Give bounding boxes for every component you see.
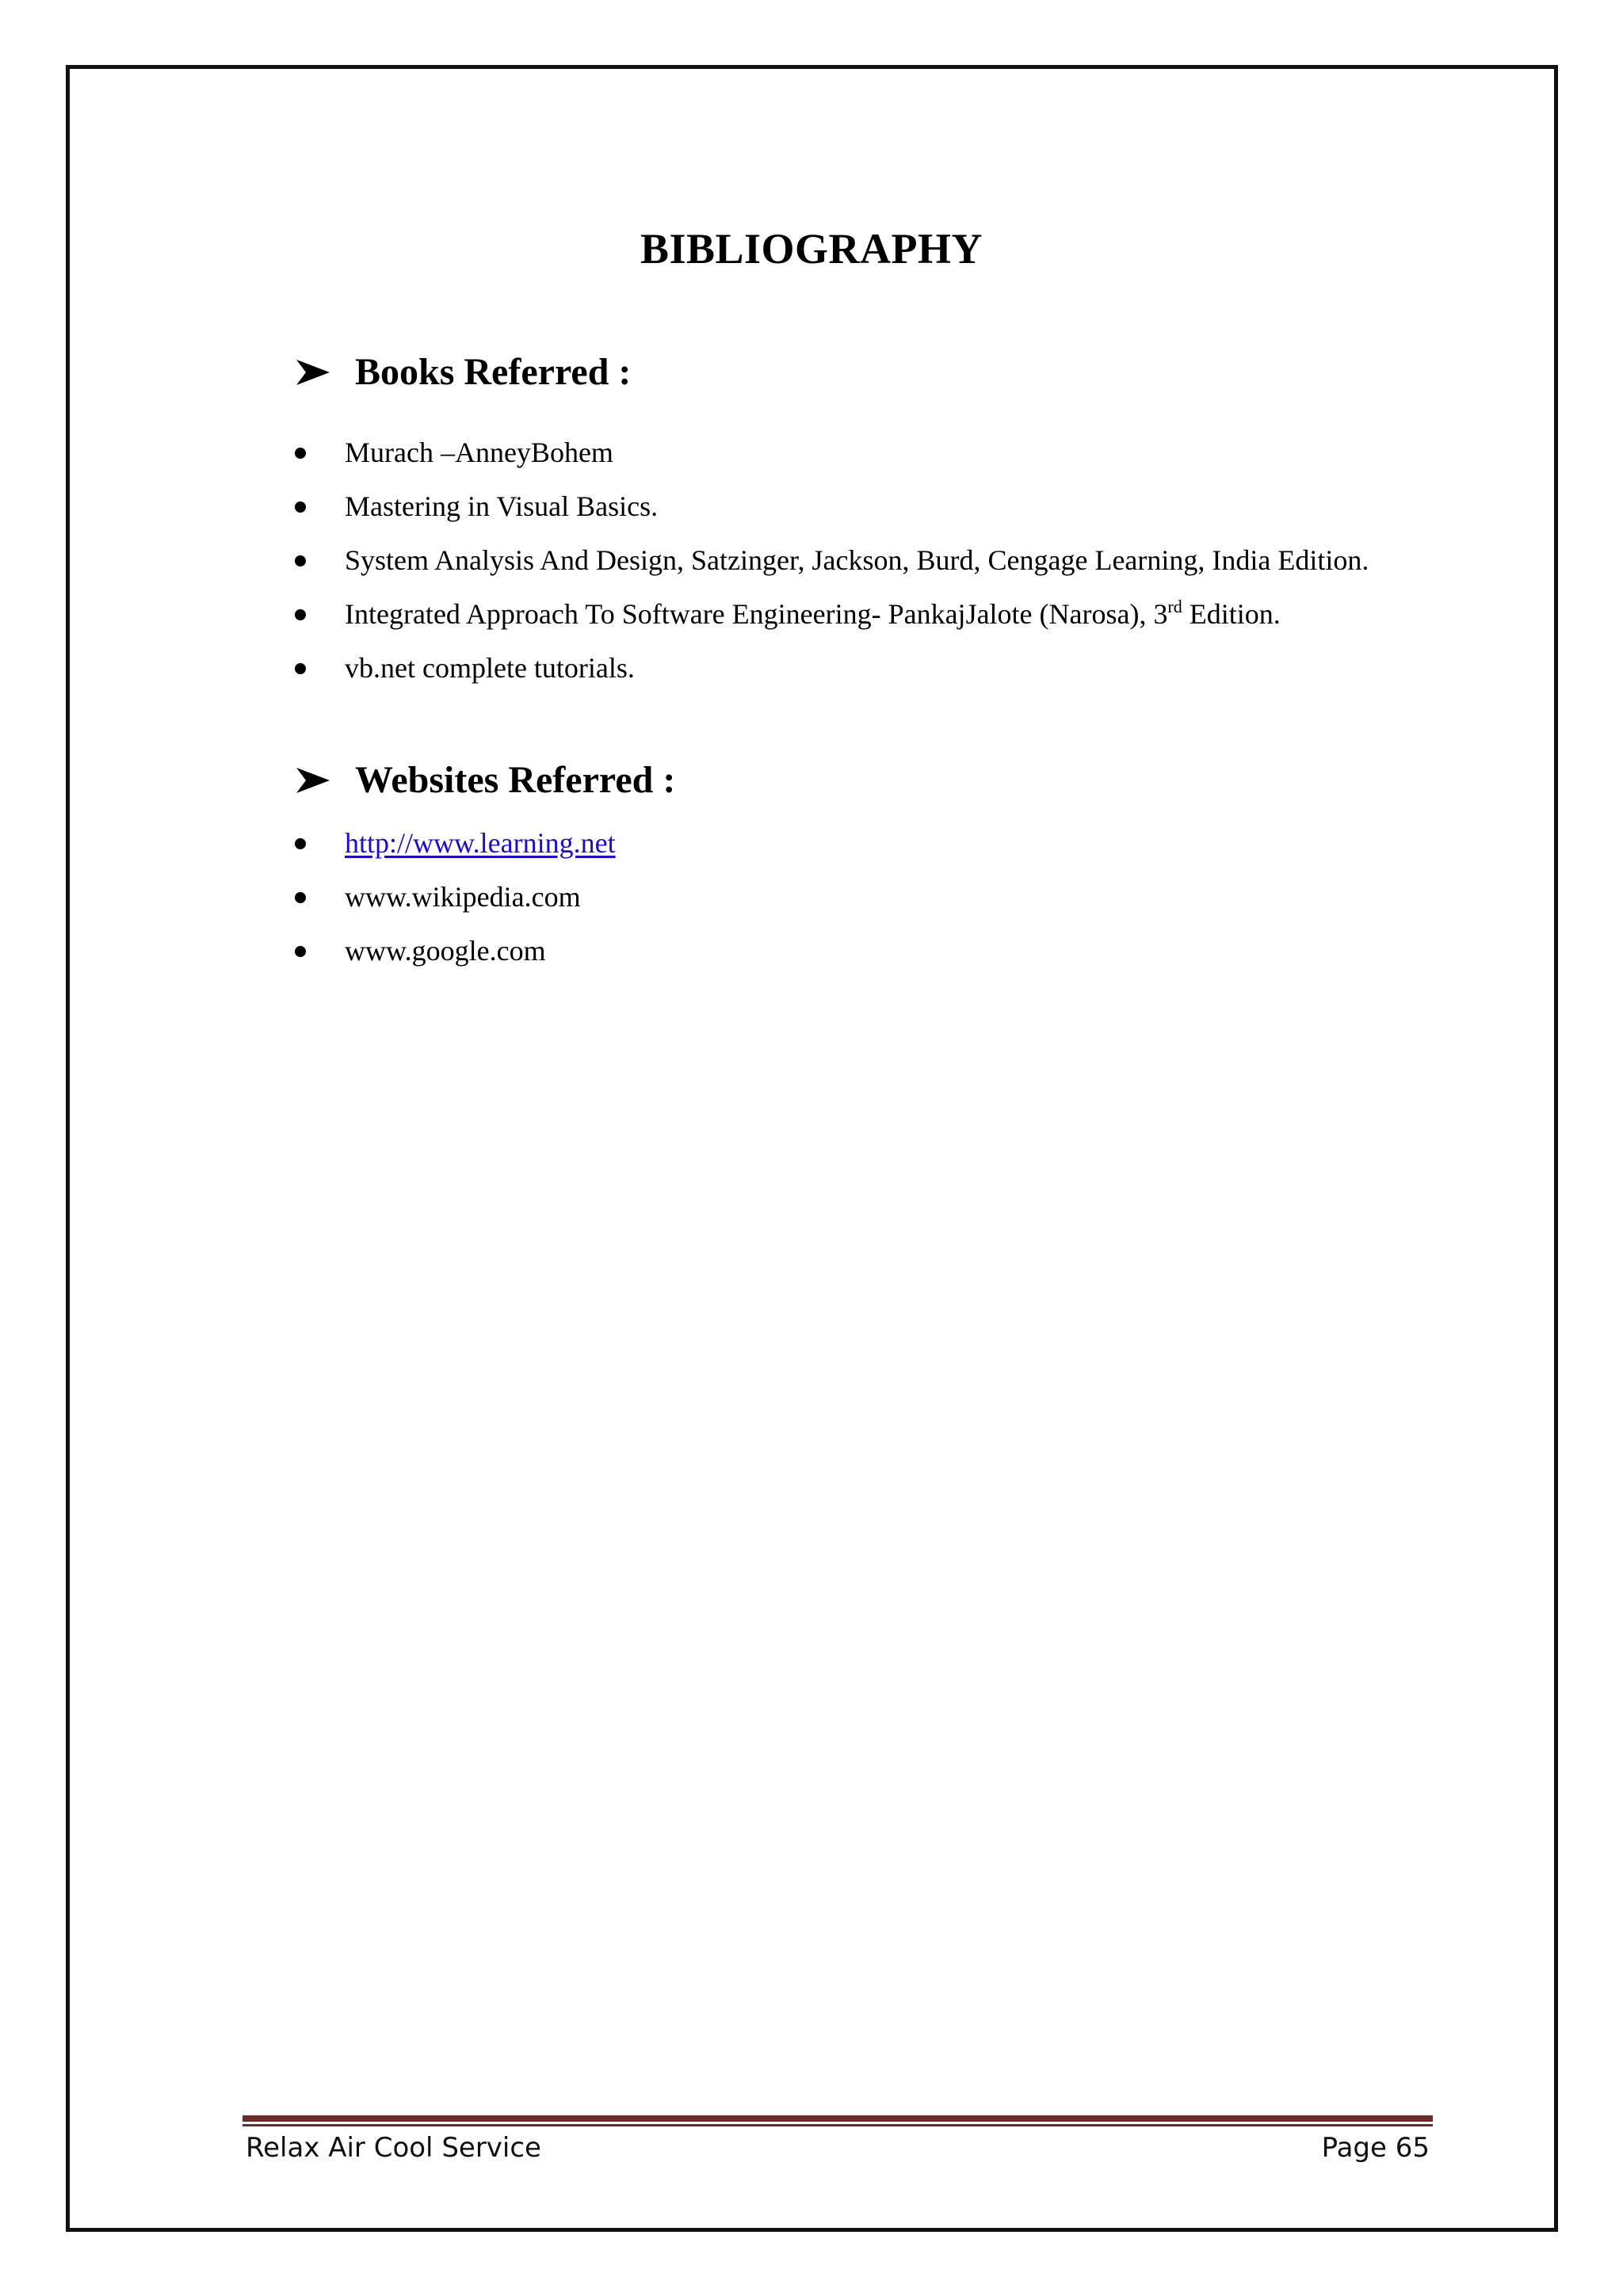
bullet-icon <box>295 946 306 957</box>
website-link[interactable]: http://www.learning.net <box>345 827 616 859</box>
list-item <box>295 533 1369 587</box>
ordinal-suffix: rd <box>1167 597 1182 616</box>
list-item-text: vb.net complete tutorials. <box>345 652 635 684</box>
list-item-text <box>345 598 1281 630</box>
list-item <box>295 641 1369 695</box>
arrow-icon <box>295 357 331 388</box>
page-title: BIBLIOGRAPHY <box>640 225 983 273</box>
section-heading-label: Websites Referred : <box>355 759 676 801</box>
footer-page-number: Page 65 <box>1321 2132 1430 2164</box>
section-heading-websites <box>295 757 675 804</box>
bullet-icon <box>295 555 306 566</box>
list-item-text: Mastering in Visual Basics. <box>345 490 659 522</box>
list-item <box>295 924 616 978</box>
footer-divider <box>242 2115 1433 2127</box>
bullet-icon <box>295 663 306 674</box>
list-item <box>295 479 1369 533</box>
list-item <box>295 816 616 870</box>
list-item-text-main: Integrated Approach To Software Engineering- PankajJalote (Narosa), 3 <box>345 598 1168 630</box>
section-heading-label: Books Referred : <box>355 351 632 393</box>
footer-project-name: Relax Air Cool Service <box>246 2132 541 2164</box>
list-item-text: www.wikipedia.com <box>345 881 581 913</box>
list-item-text: www.google.com <box>345 935 546 967</box>
list-item-text-end: Edition. <box>1182 598 1281 630</box>
arrow-icon <box>295 765 331 796</box>
bullet-icon <box>295 609 306 620</box>
footer-divider-thick <box>242 2115 1433 2122</box>
list-item-text: System Analysis And Design, Satzinger, Jackson, Burd, Cengage Learning, India Edition. <box>345 544 1369 576</box>
section-heading-books <box>295 349 631 396</box>
footer-divider-thin <box>242 2124 1433 2126</box>
list-item-text: Murach –AnneyBohem <box>345 437 613 468</box>
list-item <box>295 587 1369 641</box>
bullet-icon <box>295 892 306 903</box>
bullet-icon <box>295 502 306 513</box>
list-item <box>295 425 1369 479</box>
books-list <box>295 425 1369 695</box>
page-border <box>66 65 1558 2232</box>
websites-list <box>295 816 616 978</box>
bullet-icon <box>295 838 306 849</box>
list-item <box>295 870 616 924</box>
bullet-icon <box>295 448 306 459</box>
